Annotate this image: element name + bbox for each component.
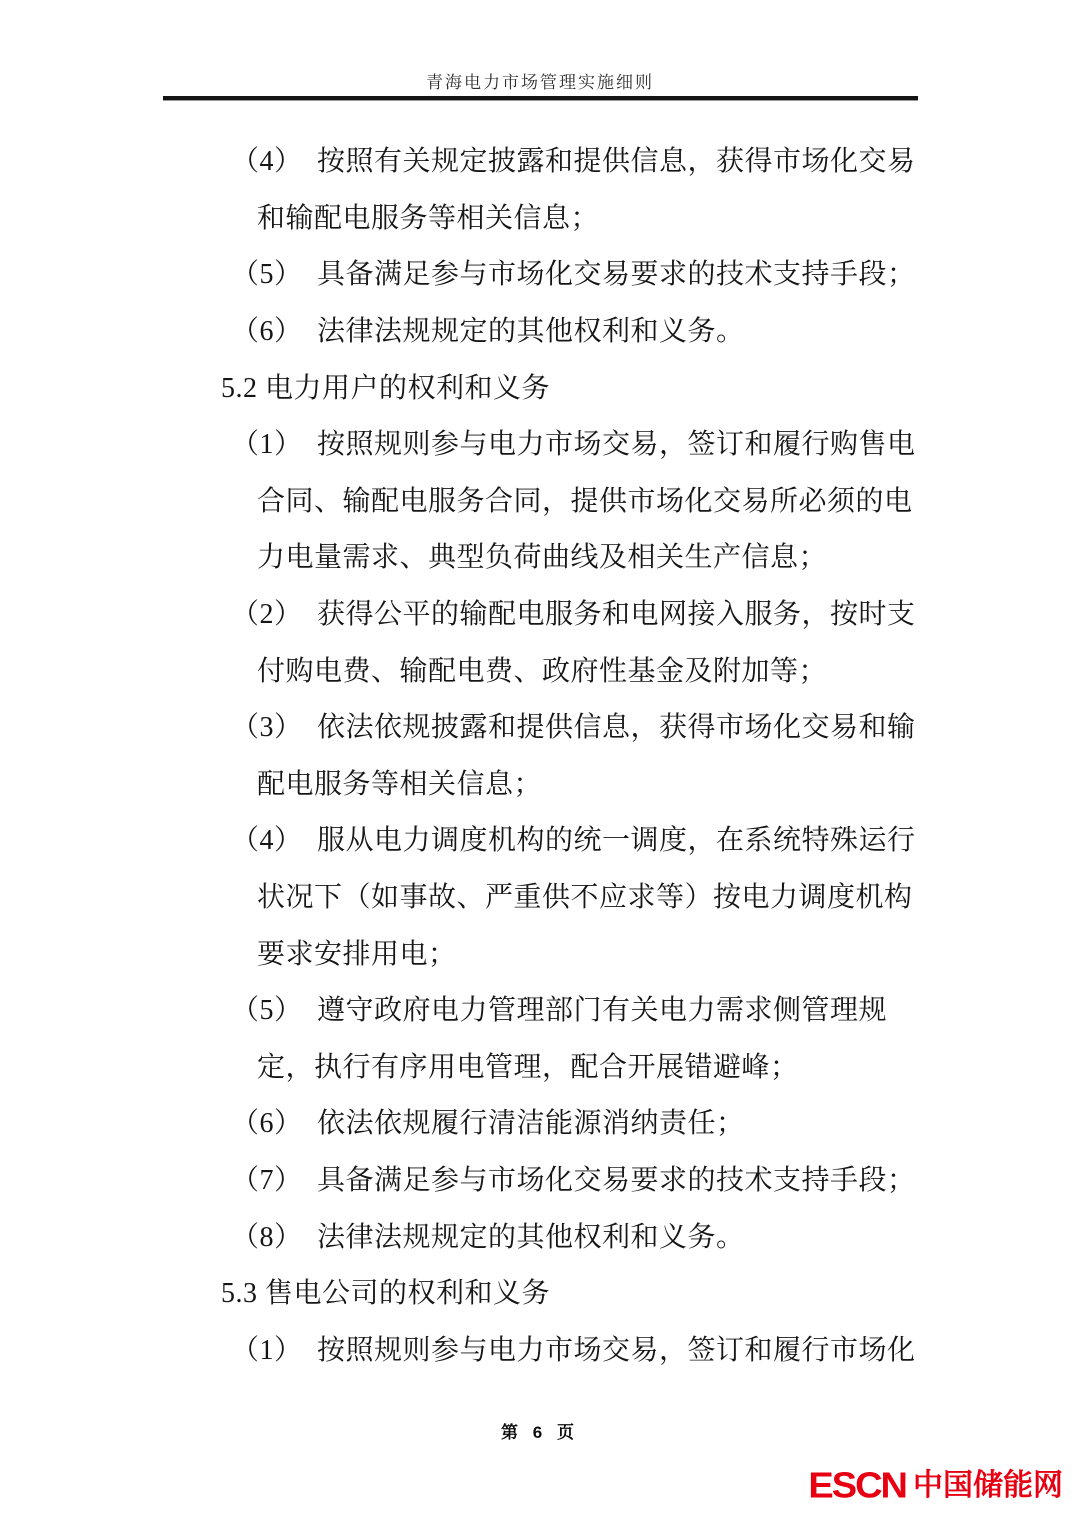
body-line: （5） 遵守政府电力管理部门有关电力需求侧管理规: [231, 995, 888, 1027]
body-line: （4） 按照有关规定披露和提供信息，获得市场化交易: [231, 146, 916, 178]
body-line: 要求安排用电；: [257, 938, 457, 970]
body-line: （2） 获得公平的输配电服务和电网接入服务，按时支: [231, 599, 916, 631]
section-heading: 5.2 电力用户的权利和义务: [221, 372, 551, 404]
header-rule: [163, 96, 918, 101]
body-line: 配电服务等相关信息；: [257, 768, 543, 800]
body-line: （3） 依法依规披露和提供信息，获得市场化交易和输: [231, 712, 916, 744]
body-line: （7） 具备满足参与市场化交易要求的技术支持手段；: [231, 1164, 916, 1196]
document-body: [0, 131, 1080, 1376]
body-line: （4） 服从电力调度机构的统一调度，在系统特殊运行: [231, 825, 916, 857]
body-line: （8） 法律法规规定的其他权利和义务。: [231, 1221, 745, 1253]
body-line: （6） 法律法规规定的其他权利和义务。: [231, 316, 745, 348]
body-line: （1） 按照规则参与电力市场交易，签订和履行购售电: [231, 429, 916, 461]
page-number: 第 6 页: [501, 1423, 579, 1442]
escn-logo: [808, 1467, 1063, 1505]
body-line: （5） 具备满足参与市场化交易要求的技术支持手段；: [231, 259, 916, 291]
body-line: 付购电费、输配电费、政府性基金及附加等；: [257, 655, 828, 687]
page-header-title: 青海电力市场管理实施细则: [426, 73, 654, 92]
logo-latin-text: ESCN: [808, 1466, 906, 1506]
body-line: （6） 依法依规履行清洁能源消纳责任；: [231, 1108, 745, 1140]
body-line: 定，执行有序用电管理，配合开展错避峰；: [257, 1051, 799, 1083]
body-line: 合同、输配电服务合同，提供市场化交易所必须的电: [257, 485, 913, 517]
body-line: 和输配电服务等相关信息；: [257, 202, 600, 234]
body-line: 力电量需求、典型负荷曲线及相关生产信息；: [257, 542, 828, 574]
body-line: （1） 按照规则参与电力市场交易，签订和履行市场化: [231, 1334, 916, 1366]
body-line: 状况下（如事故、严重供不应求等）按电力调度机构: [257, 882, 913, 914]
logo-cjk-text: 中国储能网: [913, 1469, 1063, 1502]
section-heading: 5.3 售电公司的权利和义务: [221, 1278, 551, 1310]
